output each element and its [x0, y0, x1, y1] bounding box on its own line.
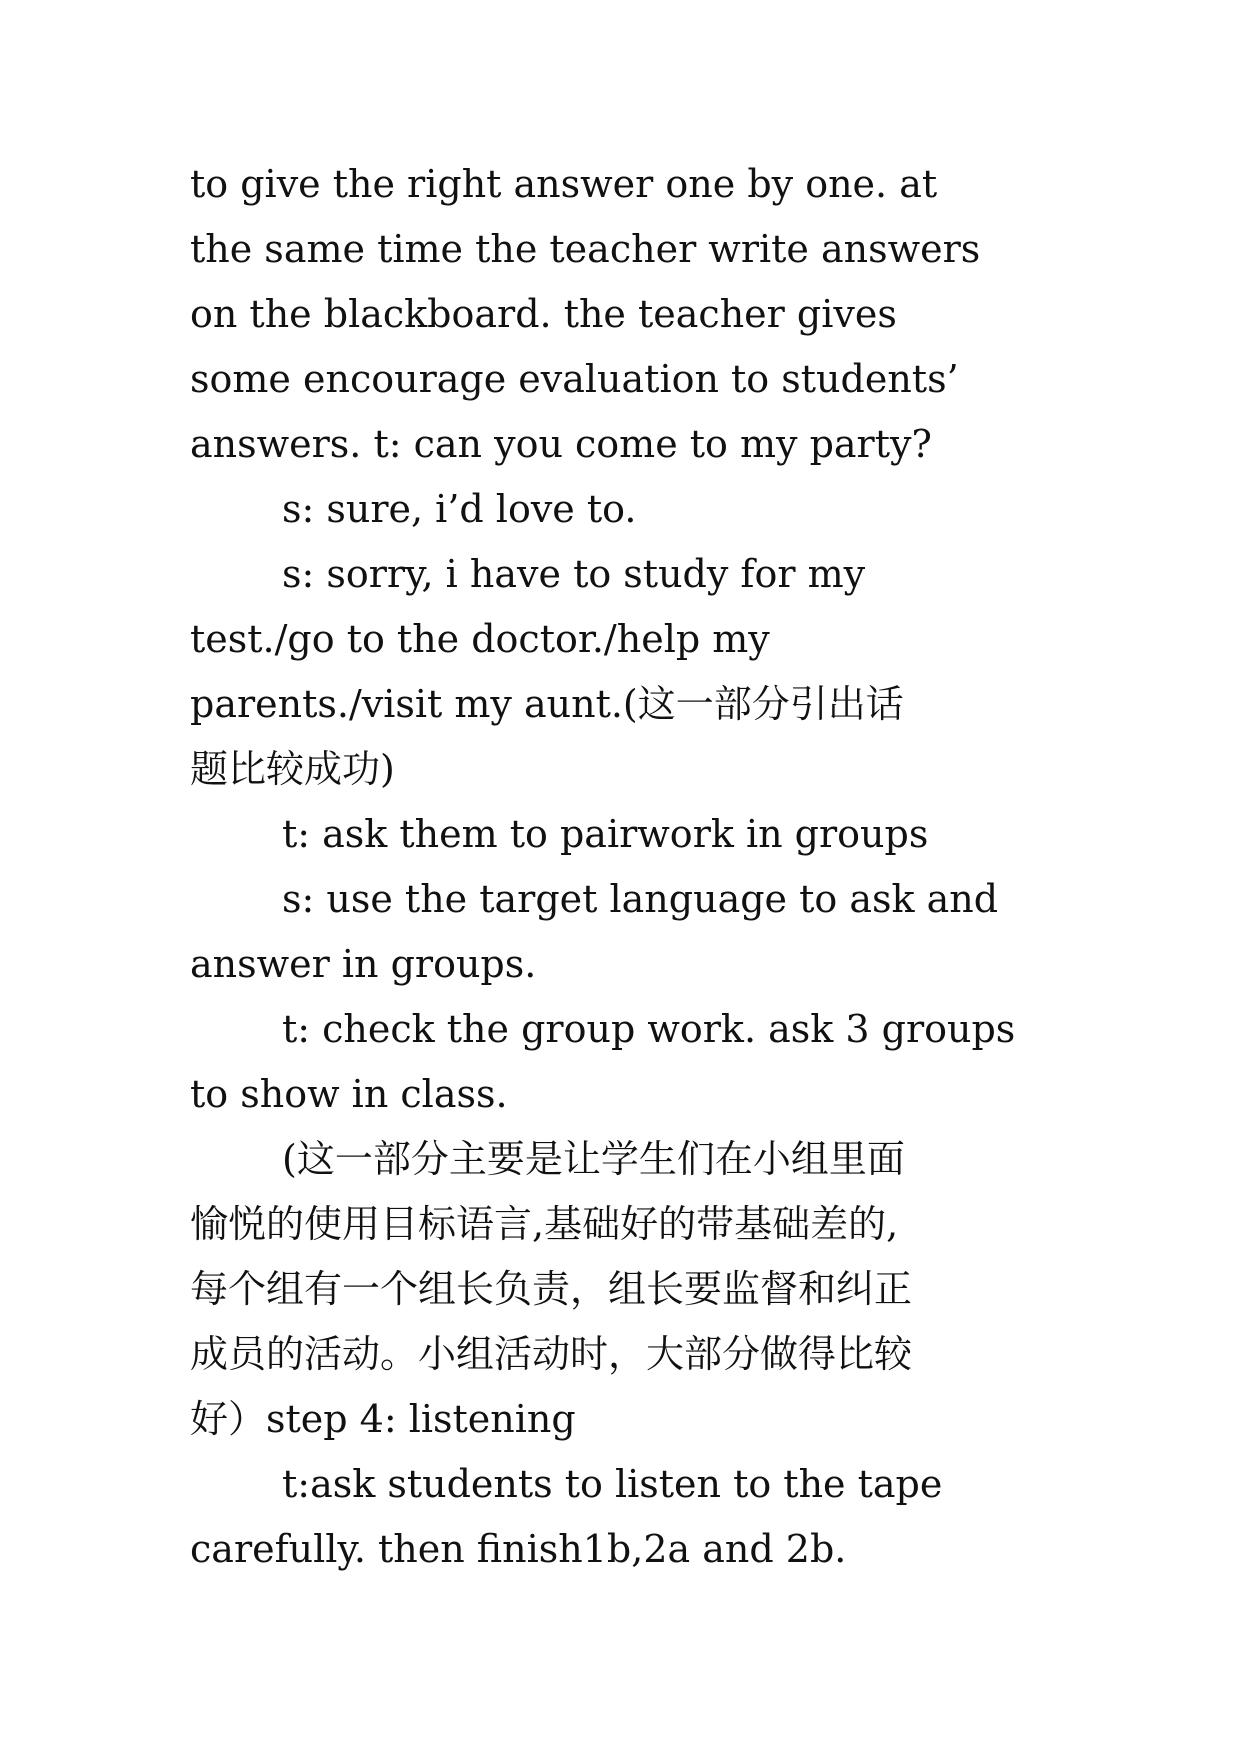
- text-line: s: sure, i’d love to.: [282, 487, 637, 531]
- text-line: 好）step 4: listening: [190, 1397, 576, 1441]
- text-line: (这一部分主要是让学生们在小组里面: [282, 1137, 905, 1181]
- text-line: test./go to the doctor./help my: [190, 617, 770, 661]
- text-line: answer in groups.: [190, 942, 537, 986]
- document-body: [190, 152, 1060, 1582]
- text-line: on the blackboard. the teacher gives: [190, 292, 897, 336]
- text-line: 题比较成功): [190, 747, 395, 791]
- paragraph-8: [190, 1452, 1060, 1582]
- text-line: the same time the teacher write answers: [190, 227, 981, 271]
- text-line: some encourage evaluation to students’: [190, 357, 959, 401]
- text-line: 成员的活动。小组活动时，大部分做得比较: [190, 1332, 913, 1376]
- text-line: to give the right answer one by one. at: [190, 162, 938, 206]
- paragraph-2: [190, 477, 1060, 542]
- paragraph-6: [190, 997, 1060, 1127]
- text-line: 每个组有一个组长负责，组长要监督和纠正: [190, 1267, 913, 1311]
- paragraph-3: [190, 542, 1060, 802]
- text-line: 愉悦的使用目标语言,基础好的带基础差的,: [190, 1202, 899, 1246]
- text-line: carefully. then finish1b,2a and 2b.: [190, 1527, 847, 1571]
- text-line: t: ask them to pairwork in groups: [282, 812, 929, 856]
- text-line: answers. t: can you come to my party?: [190, 422, 932, 466]
- text-line: to show in class.: [190, 1072, 508, 1116]
- text-line: t: check the group work. ask 3 groups: [282, 1007, 1016, 1051]
- paragraph-1: [190, 152, 1060, 477]
- text-line: parents./visit my aunt.(这一部分引出话: [190, 682, 904, 726]
- text-line: s: use the target language to ask and: [282, 877, 999, 921]
- paragraph-5: [190, 867, 1060, 997]
- text-line: s: sorry, i have to study for my: [282, 552, 866, 596]
- paragraph-4: [190, 802, 1060, 867]
- text-line: t:ask students to listen to the tape: [282, 1462, 943, 1506]
- paragraph-7: [190, 1127, 1060, 1452]
